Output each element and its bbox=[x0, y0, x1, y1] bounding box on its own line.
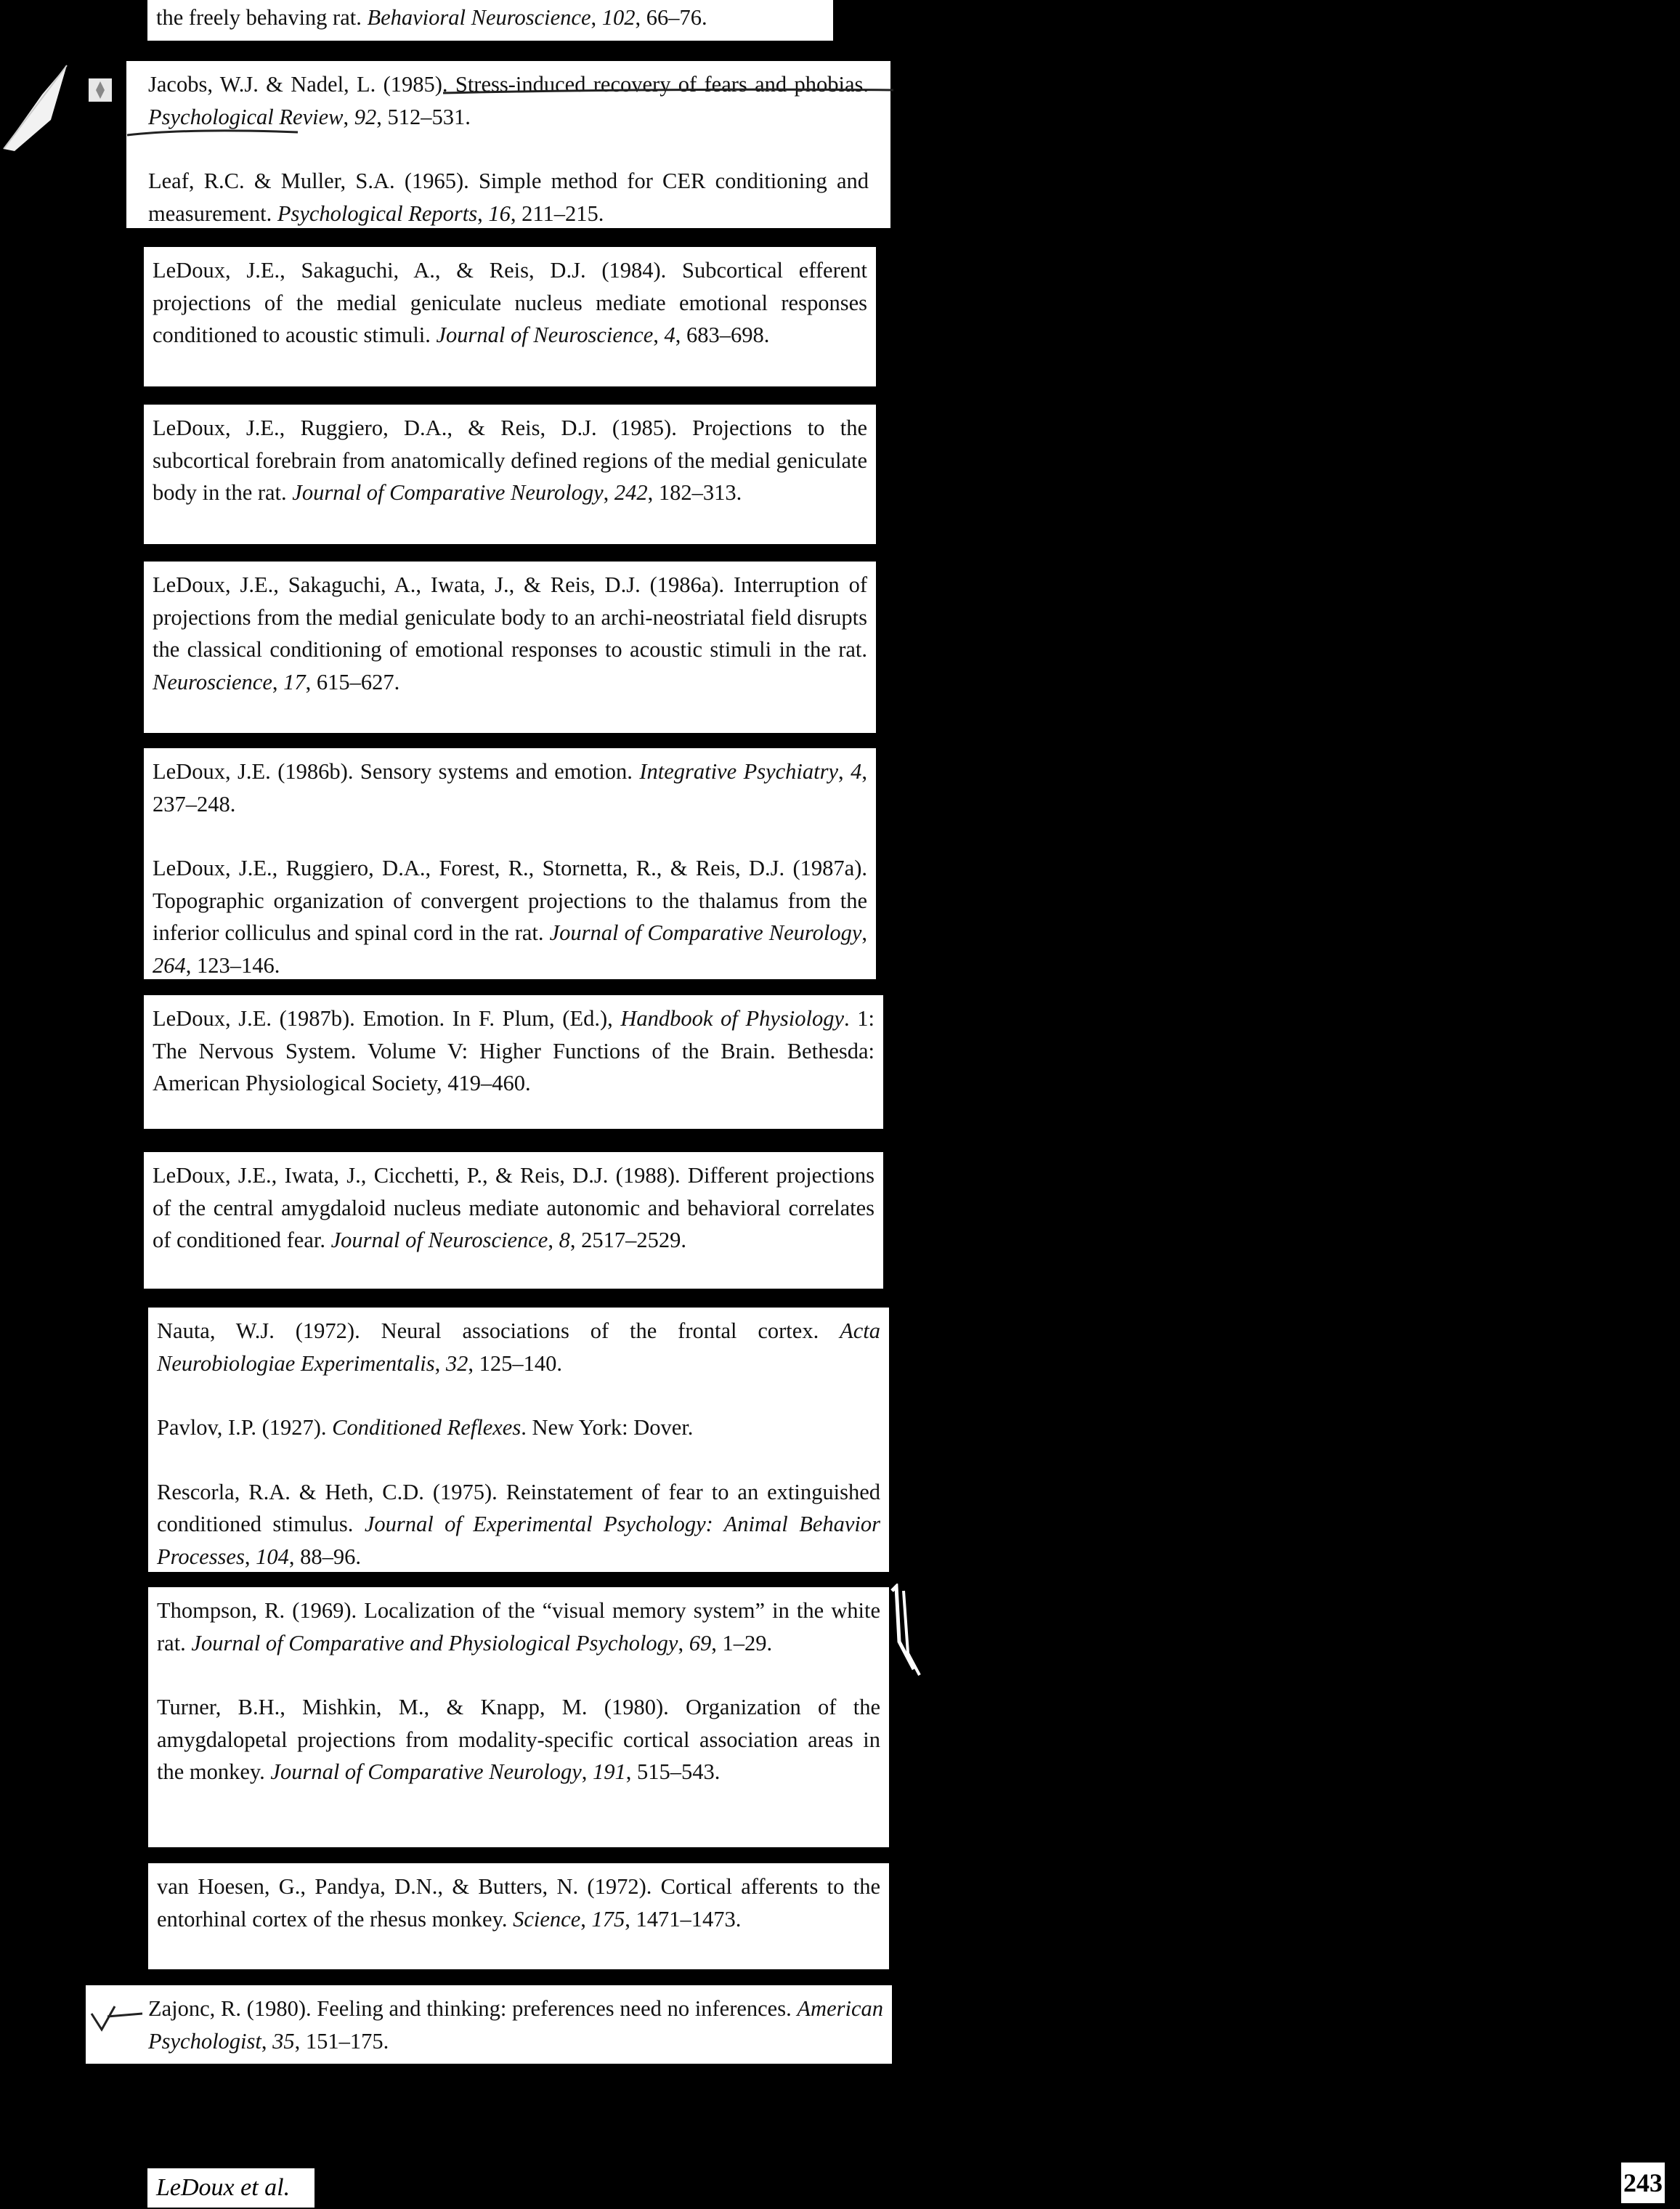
reference-text: LeDoux, J.E., Ruggiero, D.A., Forest, R., Stornetta, R., & Reis, D.J. (1987a). Topographic organization of convergent projections to the thalamus from the inferior colliculus and spinal cord in the rat. bbox=[153, 856, 867, 945]
reference-text: the freely behaving rat. bbox=[156, 5, 368, 30]
reference-text: LeDoux, J.E., Sakaguchi, A., & Reis, D.J. (1984). Subcortical efferent projections of the medial geniculate nucleus mediate emotional responses conditioned to acoustic stimuli. bbox=[153, 258, 867, 347]
reference-italic-text: 32 bbox=[445, 1350, 468, 1376]
ref-turner-1980 bbox=[157, 1691, 880, 1788]
reference-text: , bbox=[261, 2028, 273, 2054]
reference-italic-text: 17 bbox=[283, 669, 306, 694]
reference-italic-text: 242 bbox=[614, 480, 648, 505]
reference-text: , bbox=[603, 480, 614, 505]
ref-zajonc-1980 bbox=[148, 1993, 883, 2057]
reference-text: Rescorla, R.A. & Heth, C.D. (1975). Reinstatement of fear to an extinguished conditioned stimulus. bbox=[157, 1479, 880, 1536]
ref-leaf-1965 bbox=[148, 165, 869, 228]
reference-italic-text: Handbook of Physiology bbox=[620, 1006, 844, 1031]
reference-text: , 125–140. bbox=[468, 1350, 562, 1376]
running-footer: LeDoux et al. bbox=[147, 2168, 315, 2208]
reference-italic-text: American Psychologist bbox=[148, 1996, 883, 2054]
reference-text: Nauta, W.J. (1972). Neural associations of the frontal cortex. bbox=[157, 1318, 840, 1343]
reference-italic-text: 104 bbox=[256, 1544, 289, 1569]
reference-text: LeDoux, J.E., Iwata, J., Cicchetti, P., & Reis, D.J. (1988). Different projections of the central amygdaloid nucleus mediate autonomic and behavioral correlates of conditioned fear. bbox=[153, 1163, 875, 1252]
handwritten-underline bbox=[123, 71, 908, 151]
margin-bracket-mark bbox=[889, 1584, 933, 1678]
reference-text: , 683–698. bbox=[675, 323, 770, 347]
reference-text: , 515–543. bbox=[625, 1759, 721, 1784]
ref-thompson-1969 bbox=[157, 1594, 880, 1659]
reference-italic-text: 8 bbox=[559, 1228, 570, 1252]
reference-text: , bbox=[244, 1544, 256, 1569]
reference-text: LeDoux, J.E., Sakaguchi, A., Iwata, J., & Reis, D.J. (1986a). Interruption of projections from the medial geniculate body to an archi-neostriatal field disrupts the classical conditioning of emotional responses to acoustic stimuli in the rat. bbox=[153, 572, 867, 662]
ref-top-fragment bbox=[156, 1, 824, 34]
reference-italic-text: Psychological Review bbox=[148, 104, 344, 129]
reference-italic-text: 191 bbox=[593, 1759, 626, 1784]
reference-card bbox=[144, 405, 876, 544]
reference-card bbox=[148, 1587, 889, 1847]
reference-text: , bbox=[678, 1630, 689, 1655]
reference-italic-text: Journal of Comparative and Physiological Psychology bbox=[191, 1630, 678, 1655]
reference-text: , 88–96. bbox=[288, 1544, 361, 1569]
reference-italic-text: 4 bbox=[851, 759, 862, 784]
reference-italic-text: Journal of Comparative Neurology bbox=[270, 1759, 582, 1784]
reference-text: LeDoux, J.E. (1987b). Emotion. In F. Plum, (Ed.), bbox=[153, 1006, 621, 1031]
ref-ledoux-1985 bbox=[153, 412, 867, 509]
reference-italic-text: 92 bbox=[354, 104, 377, 129]
ref-ledoux-1986b bbox=[153, 755, 867, 820]
reference-text: , 512–531. bbox=[376, 104, 471, 129]
reference-text: , bbox=[434, 1350, 446, 1376]
reference-text: , bbox=[548, 1228, 559, 1252]
reference-italic-text: 4 bbox=[664, 323, 675, 347]
reference-text: Turner, B.H., Mishkin, M., & Knapp, M. (1980). Organization of the amygdalopetal projections from modality-specific cortical association areas in the monkey. bbox=[157, 1695, 880, 1784]
ref-pavlov-1927 bbox=[157, 1411, 880, 1444]
reference-italic-text: Behavioral Neuroscience bbox=[367, 5, 591, 30]
reference-italic-text: Journal of Neuroscience bbox=[330, 1228, 548, 1252]
ref-nauta-1972 bbox=[157, 1315, 880, 1379]
reference-text: . 1: The Nervous System. Volume V: Higher Functions of the Brain. Bethesda: American Physiological Society, 419–460. bbox=[153, 1006, 875, 1095]
reference-text: , bbox=[838, 759, 851, 784]
reference-text: , 66–76. bbox=[635, 5, 707, 30]
reference-text: . New York: Dover. bbox=[521, 1415, 694, 1440]
reference-italic-text: 16 bbox=[488, 200, 511, 226]
reference-text: Pavlov, I.P. (1927). bbox=[157, 1415, 333, 1440]
reference-italic-text: Journal of Neuroscience bbox=[436, 323, 654, 347]
reference-text: Zajonc, R. (1980). Feeling and thinking: preferences need no inferences. bbox=[148, 1996, 798, 2021]
page-fold-mark bbox=[0, 51, 80, 153]
ref-ledoux-1986a bbox=[153, 569, 867, 698]
reference-italic-text: Science bbox=[513, 1906, 581, 1932]
reference-italic-text: Journal of Experimental Psychology: Animal Behavior Processes bbox=[157, 1512, 880, 1569]
reference-italic-text: 264 bbox=[153, 952, 186, 978]
reference-text: Jacobs, W.J. & Nadel, L. (1985). Stress-induced recovery of fears and phobias. bbox=[148, 72, 869, 97]
reference-italic-text: 175 bbox=[591, 1906, 625, 1932]
reference-italic-text: 69 bbox=[689, 1630, 712, 1655]
page-number: 243 bbox=[1621, 2163, 1665, 2203]
reference-italic-text: Journal of Comparative Neurology bbox=[292, 480, 604, 505]
reference-italic-text: 102 bbox=[601, 5, 636, 30]
reference-card bbox=[148, 1308, 889, 1572]
reference-text: , 151–175. bbox=[294, 2028, 389, 2054]
reference-card bbox=[144, 1152, 883, 1289]
reference-text: , 123–146. bbox=[185, 952, 280, 978]
reference-text: , 211–215. bbox=[510, 200, 604, 226]
reference-italic-text: Acta Neurobiologiae Experimentalis bbox=[157, 1318, 880, 1376]
reference-text: , bbox=[861, 920, 867, 945]
ref-ledoux-1988 bbox=[153, 1159, 875, 1257]
reference-text: LeDoux, J.E. (1986b). Sensory systems and emotion. bbox=[153, 759, 640, 784]
reference-text: , bbox=[580, 1906, 592, 1932]
reference-text: , bbox=[591, 5, 602, 30]
reference-text: , 182–313. bbox=[647, 480, 742, 505]
reference-italic-text: Conditioned Reflexes bbox=[332, 1415, 522, 1440]
reference-text: , 615–627. bbox=[305, 669, 400, 694]
reference-text: , bbox=[581, 1759, 593, 1784]
reference-text: , bbox=[343, 104, 354, 129]
ref-rescorla-1975 bbox=[157, 1476, 880, 1573]
reference-italic-text: Integrative Psychiatry bbox=[639, 759, 839, 784]
reference-card bbox=[144, 748, 876, 979]
reference-text: van Hoesen, G., Pandya, D.N., & Butters, N. (1972). Cortical afferents to the entorhinal cortex of the rhesus monkey. bbox=[157, 1874, 880, 1932]
reference-text: , 2517–2529. bbox=[569, 1228, 686, 1252]
reference-card bbox=[147, 0, 833, 41]
reference-text: Thompson, R. (1969). Localization of the “visual memory system” in the white rat. bbox=[157, 1598, 880, 1655]
reference-card bbox=[144, 247, 876, 386]
reference-text: , 1–29. bbox=[711, 1630, 773, 1655]
reference-text: , bbox=[477, 200, 489, 226]
reference-italic-text: Psychological Reports bbox=[277, 200, 478, 226]
reference-text: LeDoux, J.E., Ruggiero, D.A., & Reis, D.J. (1985). Projections to the subcortical forebrain from anatomically defined regions of the medial geniculate body in the rat. bbox=[153, 416, 867, 505]
reference-text: , bbox=[653, 323, 665, 347]
reference-italic-text: 35 bbox=[272, 2028, 295, 2054]
ref-ledoux-1987b bbox=[153, 1002, 875, 1100]
checkmark-annotation-icon bbox=[86, 1999, 148, 2035]
ref-ledoux-1984 bbox=[153, 254, 867, 352]
reference-text: , 237–248. bbox=[153, 759, 868, 816]
reference-text: , 1471–1473. bbox=[625, 1906, 742, 1932]
reference-text: Leaf, R.C. & Muller, S.A. (1965). Simple method for CER conditioning and measurement. bbox=[148, 169, 869, 226]
ref-ledoux-1987a bbox=[153, 852, 867, 979]
reference-card bbox=[144, 995, 883, 1129]
reference-italic-text: Neuroscience bbox=[153, 669, 272, 694]
reference-card bbox=[86, 1985, 892, 2064]
ref-vanhoesen-1972 bbox=[157, 1870, 880, 1935]
reference-card bbox=[148, 1863, 889, 1969]
margin-mark-icon bbox=[86, 76, 115, 105]
reference-text: , bbox=[272, 669, 284, 694]
reference-italic-text: Journal of Comparative Neurology bbox=[549, 920, 862, 945]
reference-card bbox=[144, 562, 876, 733]
